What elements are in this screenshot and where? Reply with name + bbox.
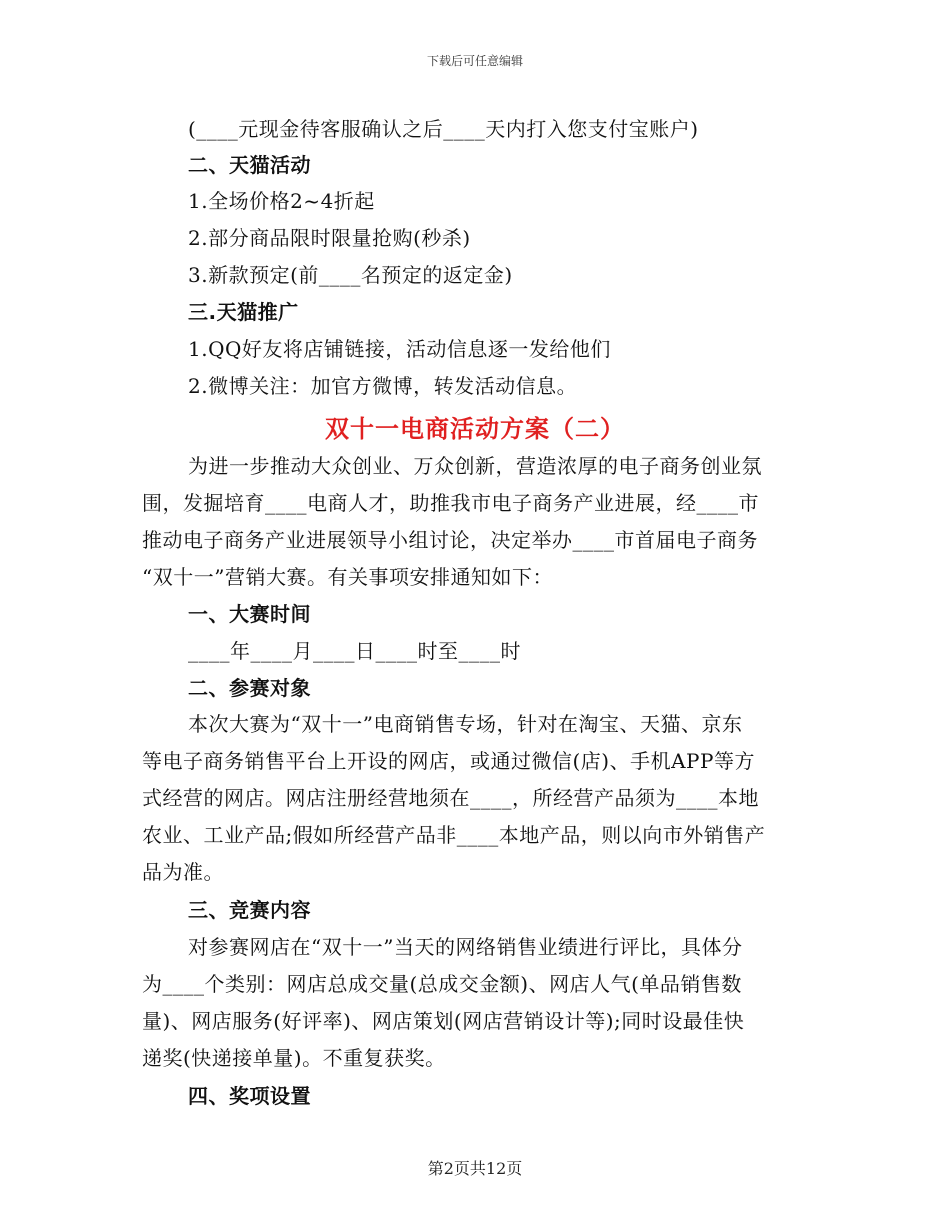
section2-line-5: 品为准。 bbox=[142, 860, 224, 884]
intro-line-2: 围，发掘培育____电商人才，助推我市电子商务产业进展，经____市 bbox=[142, 491, 759, 515]
promo-item-2: 2.微博关注：加官方微博，转发活动信息。 bbox=[188, 374, 578, 398]
section2-line-2: 等电子商务销售平台上开设的网店，或通过微信(店)、手机APP等方 bbox=[142, 749, 755, 773]
heading-tmall-activity: 二、天猫活动 bbox=[188, 153, 311, 177]
section2-line-4: 农业、工业产品;假如所经营产品非____本地产品，则以向市外销售产 bbox=[142, 823, 766, 847]
document-title: 双十一电商活动方案（二） bbox=[325, 415, 625, 443]
activity-item-2: 2.部分商品限时限量抢购(秒杀) bbox=[188, 226, 471, 250]
intro-line-3: 推动电子商务产业进展领导小组讨论，决定举办____市首届电子商务 bbox=[142, 528, 758, 552]
section3-line-1: 对参赛网店在“双十一”当天的网络销售业绩进行评比，具体分 bbox=[188, 935, 743, 959]
intro-line-1: 为进一步推动大众创业、万众创新，营造浓厚的电子商务创业氛 bbox=[188, 454, 762, 478]
cash-line: (____元现金待客服确认之后____天内打入您支付宝账户) bbox=[188, 117, 699, 141]
section4-heading: 四、奖项设置 bbox=[188, 1084, 311, 1108]
section2-heading: 二、参赛对象 bbox=[188, 676, 311, 700]
activity-item-3: 3.新款预定(前____名预定的返定金) bbox=[188, 263, 513, 287]
promo-item-1: 1.QQ好友将店铺链接，活动信息逐一发给他们 bbox=[188, 337, 611, 361]
section1-heading: 一、大赛时间 bbox=[188, 602, 311, 626]
intro-line-4: “双十一”营销大赛。有关事项安排通知如下： bbox=[142, 565, 553, 589]
section3-heading: 三、竞赛内容 bbox=[188, 898, 311, 922]
section2-line-1: 本次大赛为“双十一”电商销售专场，针对在淘宝、天猫、京东 bbox=[188, 712, 743, 736]
activity-item-1: 1.全场价格2~4折起 bbox=[188, 189, 375, 213]
section2-line-3: 式经营的网店。网店注册经营地须在____，所经营产品须为____本地 bbox=[142, 786, 759, 810]
section3-line-3: 量)、网店服务(好评率)、网店策划(网店营销设计等);同时设最佳快 bbox=[142, 1009, 745, 1033]
heading-tmall-promo: 三.天猫推广 bbox=[188, 300, 299, 324]
page-footer: 第2页共12页 bbox=[427, 1159, 523, 1178]
page-header: 下载后可任意编辑 bbox=[426, 54, 523, 68]
section3-line-2: 为____个类别：网店总成交量(总成交金额)、网店人气(单品销售数 bbox=[142, 972, 742, 996]
section3-line-4: 递奖(快递接单量)。不重复获奖。 bbox=[142, 1046, 446, 1070]
section1-time: ____年____月____日____时至____时 bbox=[188, 639, 521, 663]
